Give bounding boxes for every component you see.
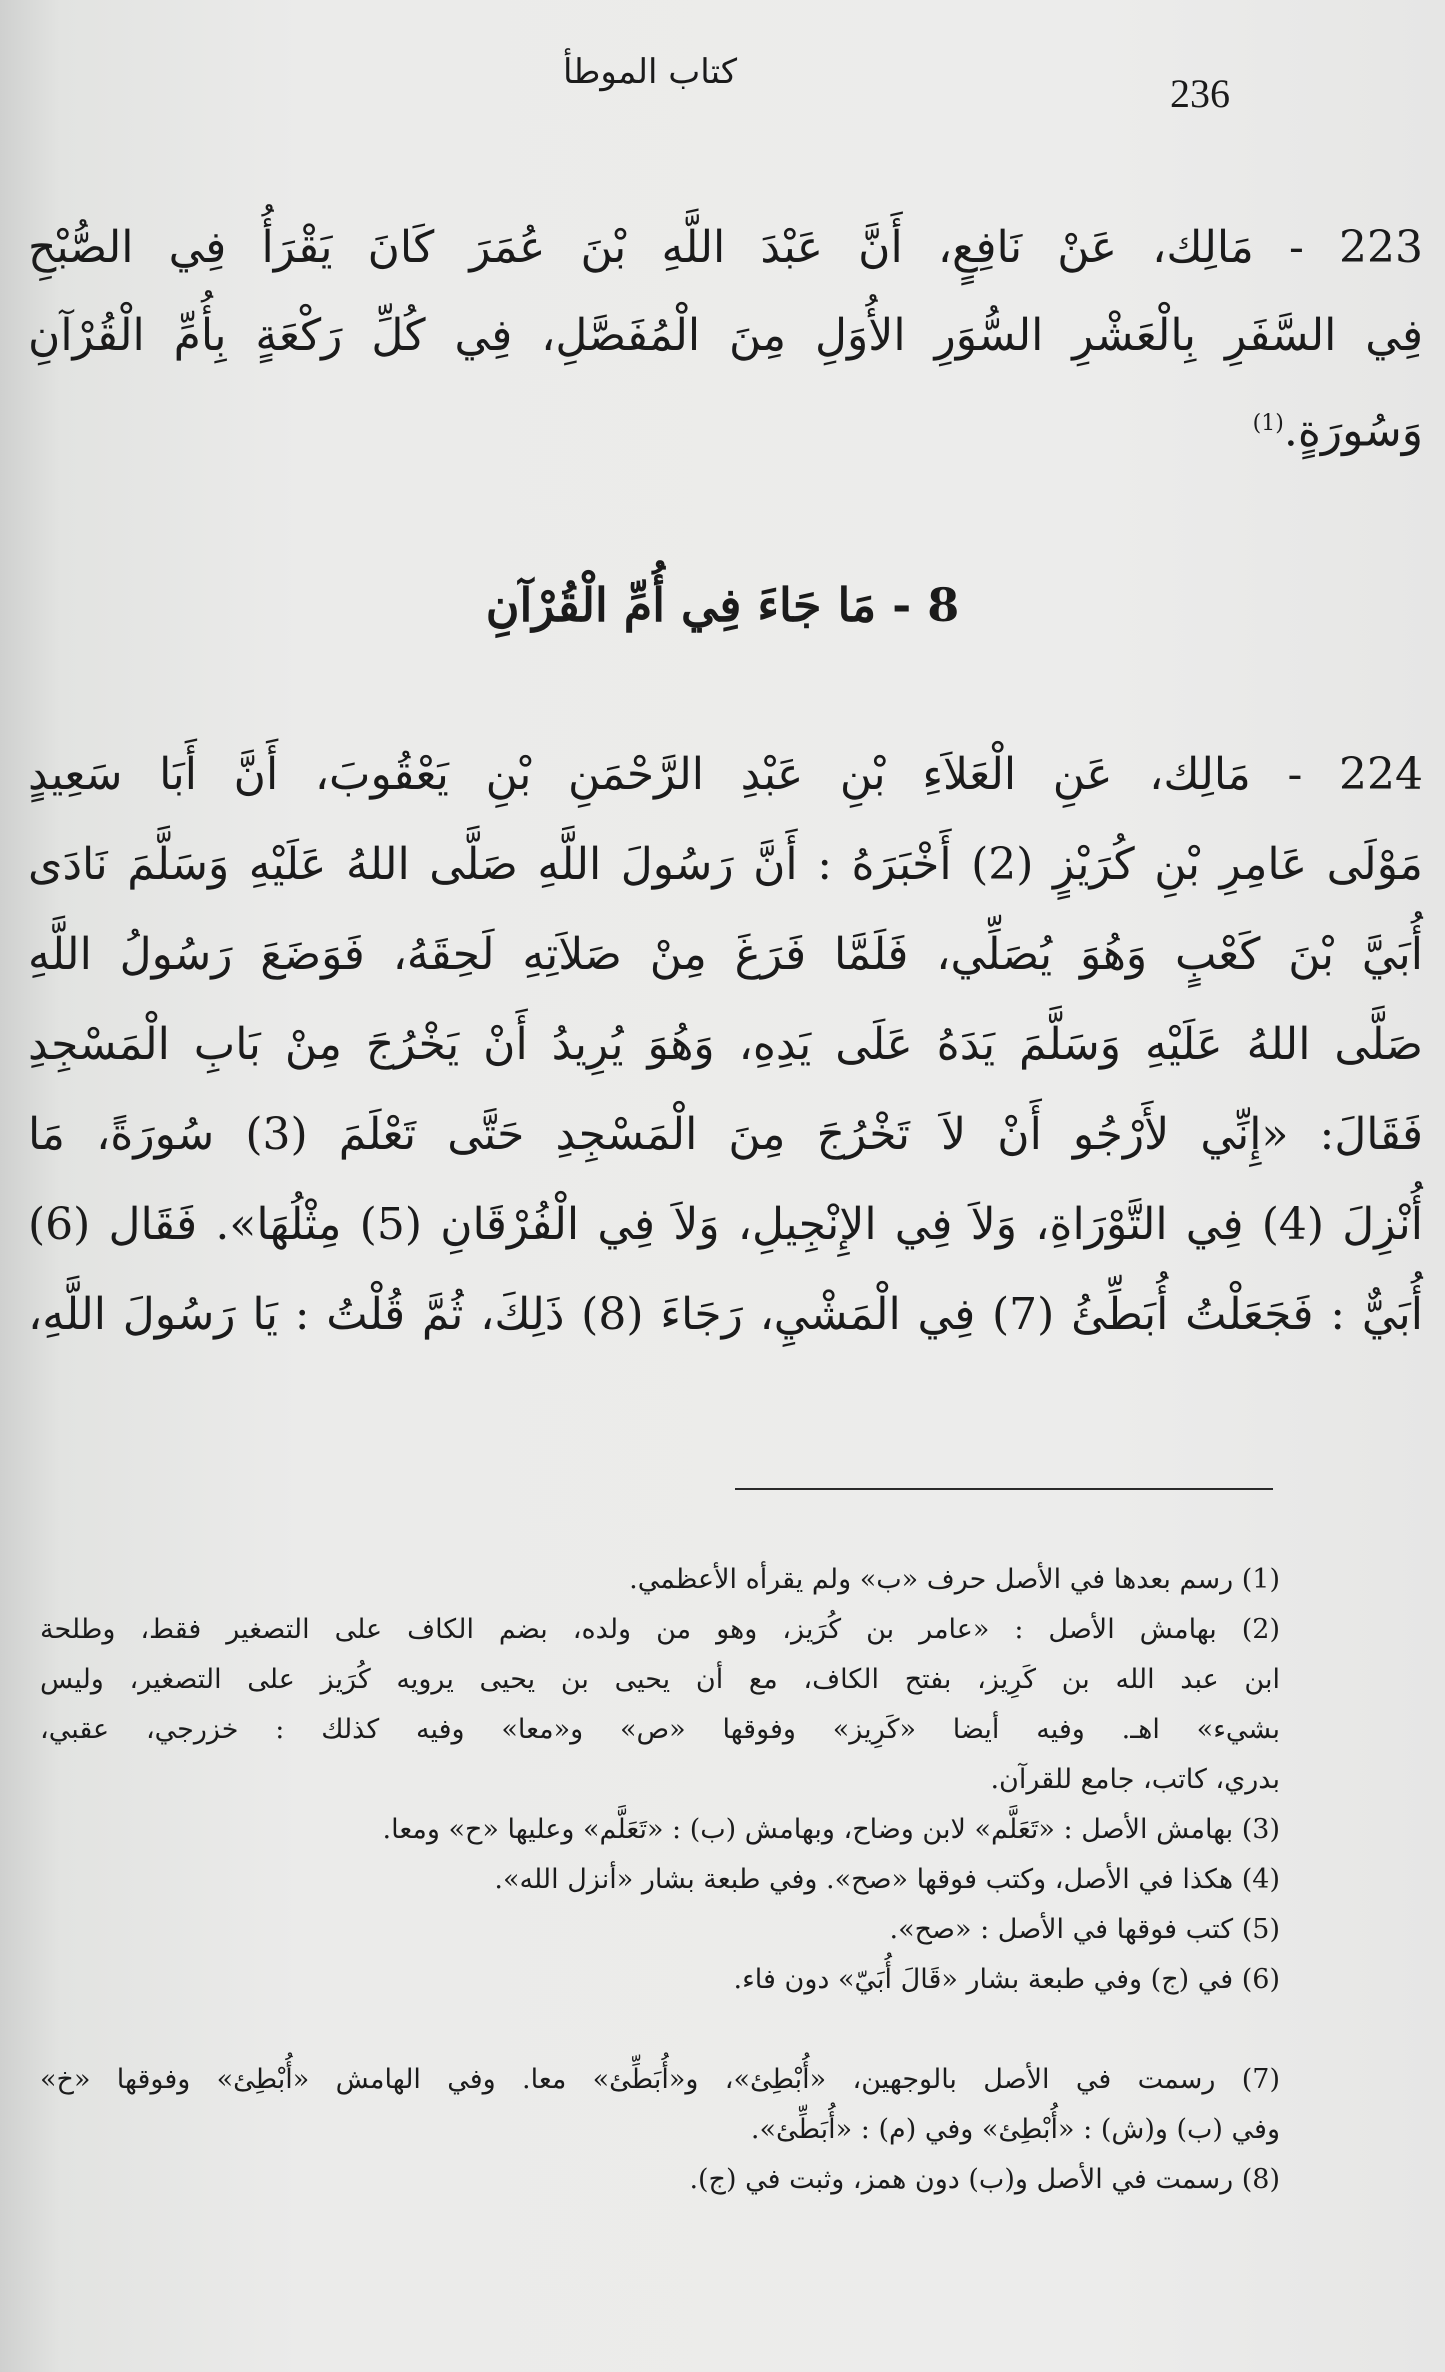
text-line: فِي السَّفَرِ بِالْعَشْرِ السُّوَرِ الأُوَلِ مِنَ الْمُفَصَّلِ، فِي كُلِّ رَكْعَةٍ بِأُمِّ الْقُرْآنِ xyxy=(28,310,1423,361)
footnote-line: (3) بهامش الأصل : «تَعَلَّم» لابن وضاح، وبهامش (ب) : «تَعَلَّم» وعليها «ح» ومعا. xyxy=(382,1814,1280,1845)
footnote-line: (8) رسمت في الأصل و(ب) دون همز، وثبت في (ج). xyxy=(689,2164,1280,2195)
text-line: أُبَيَّ بْنَ كَعْبٍ وَهُوَ يُصَلِّي، فَلَمَّا فَرَغَ مِنْ صَلاَتِهِ لَحِقَهُ، فَوَضَعَ رَسُولُ اللَّهِ xyxy=(28,929,1423,980)
footnote-line: (7) رسمت في الأصل بالوجهين، «أُبْطِئ»، و«أُبَطِّئ» معا. وفي الهامش «أُبْطِئ» وفوقها «خ» xyxy=(40,2064,1280,2095)
text-line: أُبَيٌّ : فَجَعَلْتُ أُبَطِّئُ (7) فِي الْمَشْيِ، رَجَاءَ (8) ذَلِكَ، ثُمَّ قُلْتُ : يَا رَسُولَ اللَّهِ، xyxy=(28,1289,1423,1340)
footnote-line: (6) في (ج) وفي طبعة بشار «قَالَ أُبَيّ» دون فاء. xyxy=(733,1964,1280,1995)
footnote-line: (2) بهامش الأصل : «عامر بن كُرَيز، وهو من ولده، بضم الكاف على التصغير فقط، وطلحة xyxy=(40,1614,1280,1645)
text-line: 223 - مَالِك، عَنْ نَافِعٍ، أَنَّ عَبْدَ اللَّهِ بْنَ عُمَرَ كَانَ يَقْرَأُ فِي الصُّبْحِ xyxy=(28,222,1423,273)
page-number: 236 xyxy=(1170,71,1230,116)
text-line: فَقَالَ: «إِنِّي لأَرْجُو أَنْ لاَ تَخْرُجَ مِنَ الْمَسْجِدِ حَتَّى تَعْلَمَ (3) سُورَةً، مَا xyxy=(28,1109,1423,1160)
footnote-ref: (1) xyxy=(1252,411,1284,436)
footnote-line: (1) رسم بعدها في الأصل حرف «ب» ولم يقرأه الأعظمي. xyxy=(629,1564,1280,1595)
text-line: صَلَّى اللهُ عَلَيْهِ وَسَلَّمَ يَدَهُ عَلَى يَدِهِ، وَهُوَ يُرِيدُ أَنْ يَخْرُجَ مِنْ بَابِ الْمَسْجِدِ xyxy=(28,1019,1423,1070)
section-heading: 8 - مَا جَاءَ فِي أُمِّ الْقُرْآنِ xyxy=(485,578,960,632)
text-line: مَوْلَى عَامِرِ بْنِ كُرَيْزٍ (2) أَخْبَرَهُ : أَنَّ رَسُولَ اللَّهِ صَلَّى اللهُ عَلَيْهِ وَسَلَّمَ نَادَى xyxy=(28,839,1423,890)
running-title: كتاب الموطأ xyxy=(562,52,738,92)
footnote-line: (5) كتب فوقها في الأصل : «صح». xyxy=(889,1914,1280,1945)
footnote-line: ابن عبد الله بن كَرِيز، بفتح الكاف، مع أن يحيى بن يحيى يرويه كُرَيز على التصغير، وليس xyxy=(40,1664,1280,1695)
footnote-divider xyxy=(735,1488,1273,1490)
footnote-line: (4) هكذا في الأصل، وكتب فوقها «صح». وفي طبعة بشار «أنزل الله». xyxy=(494,1864,1280,1895)
text-line: 224 - مَالِك، عَنِ الْعَلاَءِ بْنِ عَبْدِ الرَّحْمَنِ بْنِ يَعْقُوبَ، أَنَّ أَبَا سَعِيدٍ xyxy=(28,749,1423,800)
text-line xyxy=(28,394,1423,462)
footnote-line: وفي (ب) و(ش) : «أُبْطِئ» وفي (م) : «أُبَطِّئ». xyxy=(750,2114,1280,2145)
footnote-line: بشيء» اهـ. وفيه أيضا «كَرِيز» وفوقها «ص» و«معا» وفيه كذلك : خزرجي، عقبي، xyxy=(40,1714,1280,1745)
footnote-line: بدري، كاتب، جامع للقرآن. xyxy=(990,1764,1280,1795)
text-line: أُنْزِلَ (4) فِي التَّوْرَاةِ، وَلاَ فِي الإِنْجِيلِ، وَلاَ فِي الْفُرْقَانِ (5) مِثْلُهَا». فَقَال (6) xyxy=(28,1199,1423,1250)
text-fragment: وَسُورَةٍ. xyxy=(1283,405,1423,457)
